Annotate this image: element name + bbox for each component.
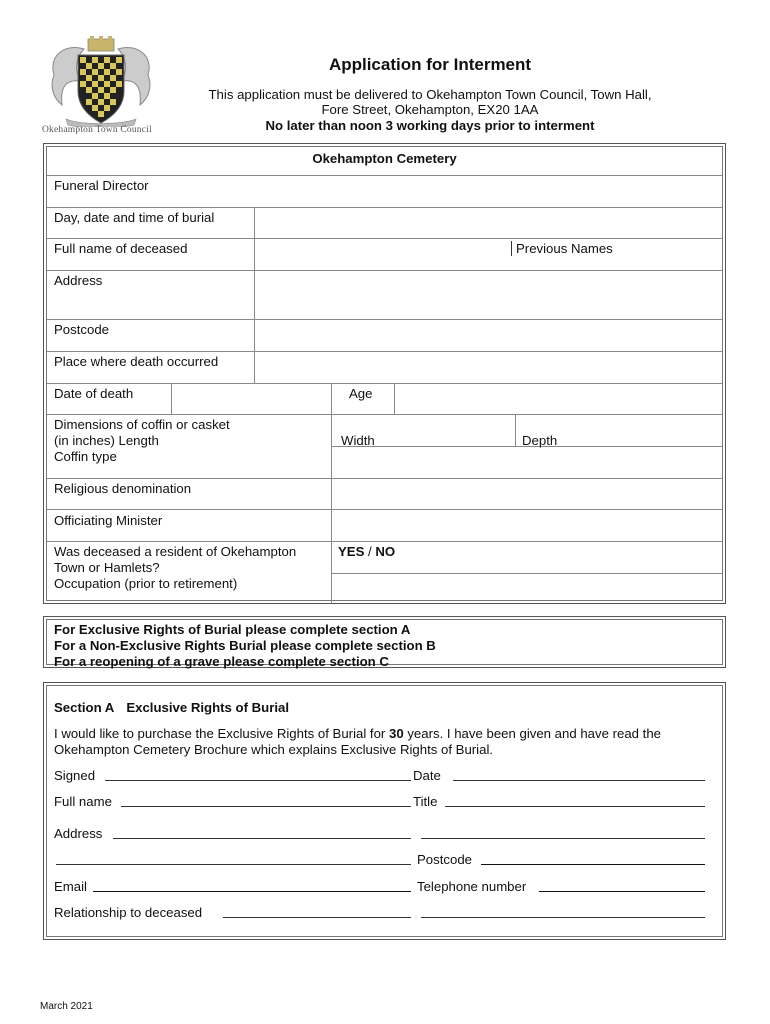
coffin-length-label: (in inches) Length	[54, 433, 159, 448]
section-c-instruction: For a reopening of a grave please complete section C	[54, 654, 389, 669]
delivery-instruction-line-2: Fore Street, Okehampton, EX20 1AA	[321, 102, 539, 117]
date-of-death-label: Date of death	[54, 386, 134, 401]
row-divider	[47, 207, 722, 208]
years-value: 30	[388, 726, 404, 741]
occupation-label: Occupation (prior to retirement)	[54, 576, 238, 591]
section-instructions-box	[43, 616, 726, 668]
section-a-heading	[54, 700, 289, 716]
section-a-box	[43, 682, 726, 940]
column-divider	[171, 383, 172, 414]
funeral-director-label: Funeral Director	[54, 178, 149, 193]
coffin-dimensions-label: Dimensions of coffin or casket	[54, 417, 230, 432]
resident-question-label-2: Town or Hamlets?	[54, 560, 160, 575]
title-label: Title	[413, 794, 438, 809]
column-divider	[254, 207, 255, 383]
address-label: Address	[54, 826, 103, 841]
full-name-line[interactable]	[121, 806, 411, 807]
row-divider	[331, 573, 722, 574]
address-line-1[interactable]	[113, 838, 411, 839]
email-line[interactable]	[93, 891, 411, 892]
coffin-type-label: Coffin type	[54, 449, 117, 464]
row-divider	[47, 541, 722, 542]
relationship-label: Relationship to deceased	[54, 905, 203, 920]
column-divider	[331, 383, 332, 603]
date-line[interactable]	[453, 780, 705, 781]
delivery-instruction-line-1: This application must be delivered to Okehampton Town Council, Town Hall,	[208, 87, 652, 102]
postcode-label: Postcode	[54, 322, 109, 337]
paragraph-text: I would like to purchase the Exclusive Rights of Burial for	[54, 726, 389, 741]
address-label: Address	[54, 273, 103, 288]
footer-date: March 2021	[40, 1001, 93, 1012]
religious-denomination-label: Religious denomination	[54, 481, 192, 496]
row-divider	[47, 509, 722, 510]
officiating-minister-label: Officiating Minister	[54, 513, 163, 528]
address-line-2[interactable]	[421, 838, 705, 839]
telephone-label: Telephone number	[417, 879, 527, 894]
section-b-instruction: For a Non-Exclusive Rights Burial please complete section B	[54, 638, 436, 653]
coffin-width-label: Width	[341, 433, 375, 448]
title-line[interactable]	[445, 806, 705, 807]
no-option[interactable]: NO	[375, 544, 396, 559]
option-separator: /	[364, 544, 376, 559]
row-divider	[47, 175, 722, 176]
row-divider	[47, 238, 722, 239]
previous-names-label	[511, 241, 613, 257]
row-divider	[47, 383, 722, 384]
relationship-line-2[interactable]	[421, 917, 705, 918]
resident-question-label: Was deceased a resident of Okehampton	[54, 544, 297, 559]
place-of-death-label: Place where death occurred	[54, 354, 219, 369]
previous-names-text: Previous Names	[511, 241, 613, 256]
signature-line[interactable]	[105, 780, 411, 781]
yes-no-option[interactable]	[338, 544, 395, 560]
date-label: Date	[413, 768, 441, 783]
row-divider	[47, 414, 722, 415]
coffin-depth-label: Depth	[522, 433, 558, 448]
column-divider	[515, 414, 516, 446]
interment-form-table	[43, 143, 726, 604]
cemetery-heading: Okehampton Cemetery	[312, 151, 457, 166]
deadline-notice: No later than noon 3 working days prior to interment	[265, 118, 595, 133]
column-divider	[394, 383, 395, 414]
page-title: Application for Interment	[328, 55, 532, 74]
section-a-title: Exclusive Rights of Burial	[126, 700, 290, 715]
postcode-label: Postcode	[417, 852, 472, 867]
section-a-label: Section A	[54, 700, 115, 715]
council-name: Okehampton Town Council	[42, 125, 152, 135]
row-divider	[47, 478, 722, 479]
section-a-instruction: For Exclusive Rights of Burial please complete section A	[54, 622, 411, 637]
address-line-3[interactable]	[56, 864, 411, 865]
relationship-line[interactable]	[223, 917, 411, 918]
telephone-line[interactable]	[539, 891, 705, 892]
section-a-paragraph	[54, 726, 714, 742]
paragraph-text-2: years. I have been given and have read the	[403, 726, 661, 741]
age-label: Age	[349, 386, 373, 401]
section-a-paragraph-line-2: Okehampton Cemetery Brochure which explains Exclusive Rights of Burial.	[54, 742, 494, 757]
deceased-name-label: Full name of deceased	[54, 241, 188, 256]
row-divider	[47, 351, 722, 352]
signed-label: Signed	[54, 768, 96, 783]
yes-option[interactable]: YES	[338, 544, 365, 559]
full-name-label: Full name	[54, 794, 112, 809]
email-label: Email	[54, 879, 87, 894]
row-divider	[47, 319, 722, 320]
row-divider	[47, 270, 722, 271]
postcode-line[interactable]	[481, 864, 705, 865]
burial-datetime-label: Day, date and time of burial	[54, 210, 215, 225]
